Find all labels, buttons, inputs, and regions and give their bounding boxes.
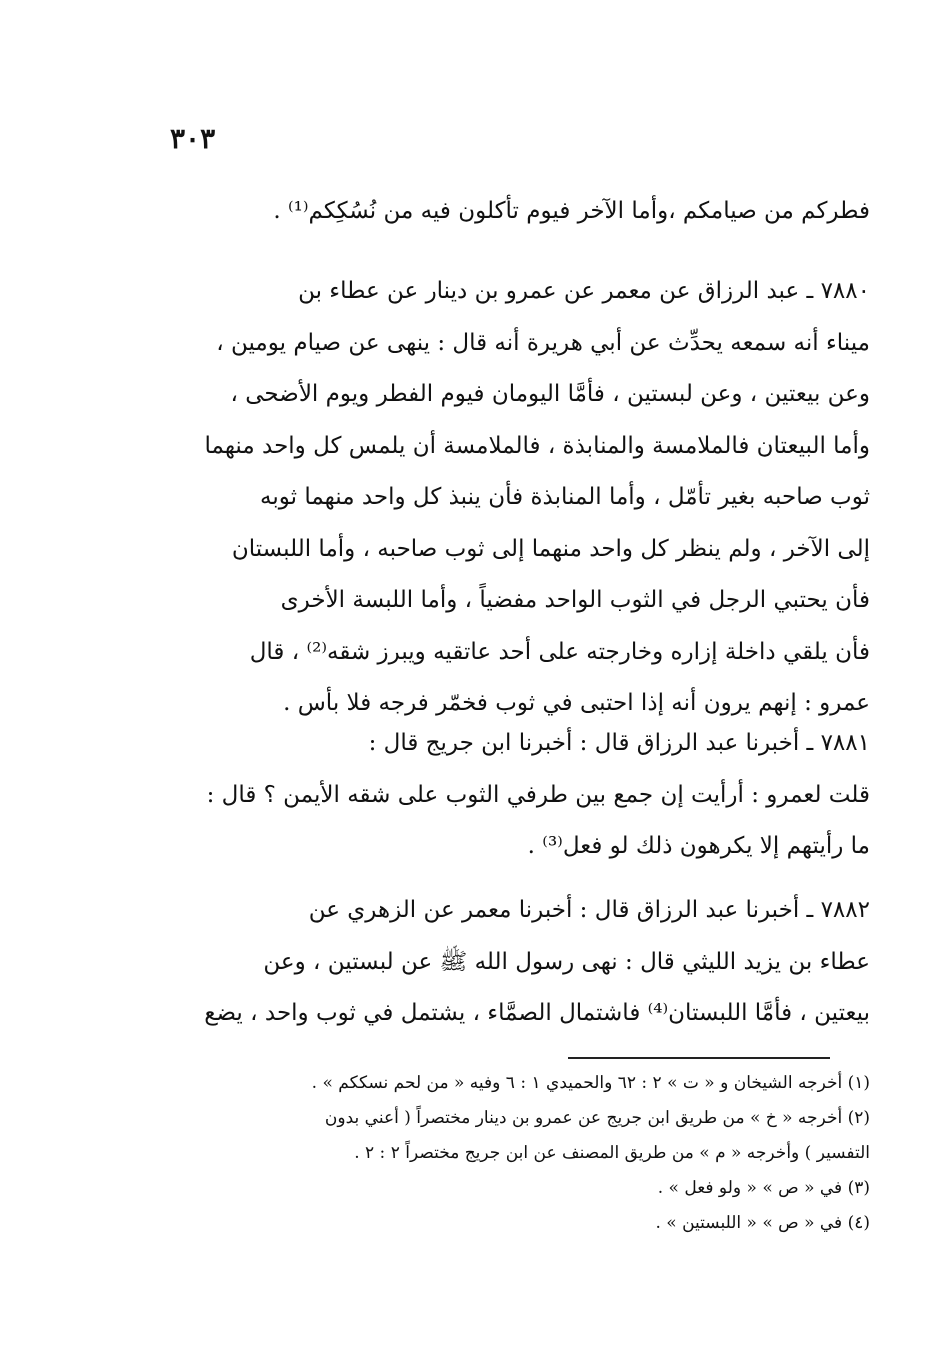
text-line: فطركم من صيامكم ،وأما الآخر فيوم تأكلون فيه من نُسُكِكم⁽¹⁾ . — [273, 198, 870, 224]
footnotes — [165, 1066, 870, 1241]
footnote-2-continued: التفسير ) وأخرجه « م » من طريق المصنف عن ابن جريج مختصراً ٢ : ٢ . — [354, 1143, 870, 1163]
footnote-2: (٢) أخرجه « خ » من طريق ابن جريج عن عمرو بن دينار مختصراً ( أعني بدون — [324, 1108, 870, 1128]
text-line: ٧٨٨٢ ـ أخبرنا عبد الرزاق قال : أخبرنا معمر عن الزهري عن — [308, 897, 870, 923]
hadith-7882 — [165, 885, 870, 1040]
text-line: بيعتين ، فأمَّا اللبستان⁽⁴⁾ فاشتمال الصمَّاء ، يشتمل في ثوب واحد ، يضع — [204, 1000, 870, 1026]
text-line: وعن بيعتين ، وعن لبستين ، فأمَّا اليومان فيوم الفطر ويوم الأضحى ، — [230, 381, 870, 407]
page-number: ٣٠٣ — [170, 122, 216, 155]
text-line: فأن يلقي داخلة إزاره وخارجته على أحد عاتقيه ويبرز شقه⁽²⁾ ، قال — [249, 638, 870, 665]
text-line: عمرو : إنهم يرون أنه إذا احتبى في ثوب فخمّر فرجه فلا بأس . — [283, 690, 870, 716]
intro-paragraph — [165, 186, 870, 238]
text-line: ٧٨٨٠ ـ عبد الرزاق عن معمر عن عمرو بن دينار عن عطاء بن — [298, 278, 870, 304]
text-line: قلت لعمرو : أرأيت إن جمع بين طرفي الثوب على شقه الأيمن ؟ قال : — [206, 781, 870, 808]
text-line: ما رأيتهم إلا يكرهون ذلك لو فعل⁽³⁾ . — [527, 833, 870, 859]
text-line: ميناء أنه سمعه يحدِّث عن أبي هريرة أنه قال : ينهى عن صيام يومين ، — [216, 329, 870, 356]
hadith-7881 — [165, 718, 870, 873]
text-line: ٧٨٨١ ـ أخبرنا عبد الرزاق قال : أخبرنا ابن جريج قال : — [368, 730, 870, 756]
footnote-1: (١) أخرجه الشيخان و « ت » ٢ : ٦٢ والحميدي ١ : ٦ وفيه « من لحم نسككم » . — [311, 1073, 870, 1093]
text-line: فأن يحتبي الرجل في الثوب الواحد مفضياً ، وأما اللبسة الأخرى — [280, 587, 870, 613]
text-line: إلى الآخر ، ولم ينظر كل واحد منهما إلى ثوب صاحبه ، وأما اللبستان — [231, 535, 870, 562]
hadith-7880 — [165, 266, 870, 730]
text-line: عطاء بن يزيد الليثي قال : نهى رسول الله ﷺ عن لبستين ، وعن — [263, 948, 870, 975]
text-line: وأما البيعتان فالملامسة والمنابذة ، فالملامسة أن يلمس كل واحد منهما — [204, 432, 870, 459]
text-line: ثوب صاحبه بغير تأمّل ، وأما المنابذة فأن ينبذ كل واحد منهما ثوبه — [260, 484, 870, 510]
footnote-3: (٣) في « ص » « ولو فعل » . — [657, 1178, 870, 1198]
footnote-4: (٤) في « ص » « اللبستين » . — [655, 1213, 870, 1233]
footnote-separator — [568, 1057, 830, 1059]
